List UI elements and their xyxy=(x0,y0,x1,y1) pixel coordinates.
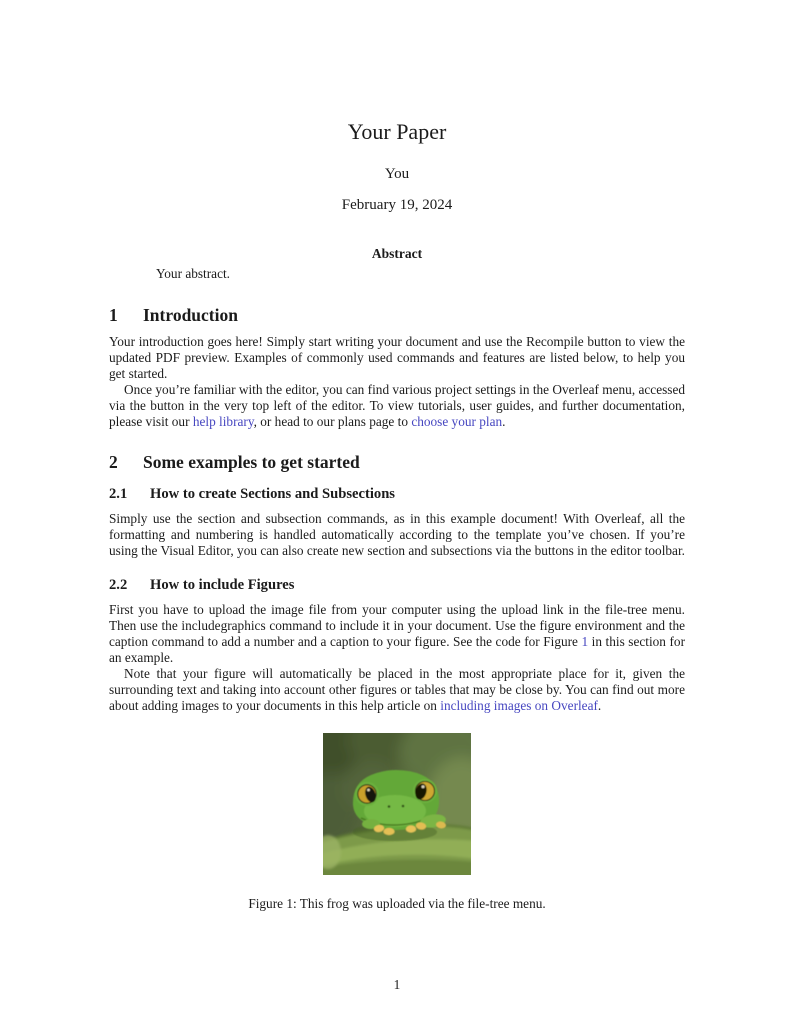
including-images-link[interactable]: including images on Overleaf xyxy=(440,697,598,713)
intro-paragraph-2-text: Once you’re familiar with the editor, you can find various project settings in the Overleaf menu, accessed via the button in the very top left of the editor. To view tutorials, user guides, and further documentation, please visit our xyxy=(109,381,685,429)
page-title: Your Paper xyxy=(347,119,447,144)
figure-1-reference-link[interactable]: 1 xyxy=(581,633,589,649)
section-1-heading xyxy=(109,305,685,326)
subsection-2-1-number: 2.1 xyxy=(109,486,128,503)
choose-your-plan-link[interactable]: choose your plan xyxy=(411,413,503,429)
subsection-2-1-title: How to create Sections and Subsections xyxy=(150,486,395,503)
intro-paragraph-2 xyxy=(109,382,685,430)
subsection-2-2-title: How to include Figures xyxy=(150,577,295,594)
figures-paragraph-2-text-2: . xyxy=(597,697,602,713)
intro-paragraph-2-text-2: , or head to our plans page to xyxy=(253,413,412,429)
date: February 19, 2024 xyxy=(341,197,453,213)
abstract-text: Your abstract. xyxy=(156,266,230,281)
subsection-2-1-heading xyxy=(109,485,685,503)
section-2-heading xyxy=(109,452,685,473)
figures-paragraph-1 xyxy=(109,602,685,666)
author: You xyxy=(384,166,410,182)
figures-paragraph-2 xyxy=(109,666,685,714)
frog-photo xyxy=(323,733,471,875)
subsection-2-2-heading xyxy=(109,576,685,594)
figure-1 xyxy=(109,733,685,912)
text-column xyxy=(109,119,685,912)
abstract-heading: Abstract xyxy=(371,246,423,261)
page-number: 1 xyxy=(393,977,401,992)
figure-caption: Figure 1: This frog was uploaded via the file-tree menu. xyxy=(248,895,546,911)
subsection-2-1-paragraph: Simply use the section and subsection commands, as in this example document! With Overleaf, all the formatting and numbering is handled automatically according to the template you’ve chosen. If you’re using the Visual Editor, you can also create new section and subsections via the buttons in the editor toolbar. xyxy=(109,511,685,559)
section-1-title: Introduction xyxy=(143,305,238,325)
subsection-2-2-number: 2.2 xyxy=(109,577,128,594)
figures-paragraph-2-text: Note that your figure will automatically be placed in the most appropriate place for it, given the surrounding text and taking into account other figures or tables that may be close by. You can find out more about adding images to your documents in this help article on xyxy=(109,665,685,713)
intro-paragraph-2-text-3: . xyxy=(502,413,506,429)
section-2-title: Some examples to get started xyxy=(143,452,360,473)
section-1-number: 1 xyxy=(109,305,118,325)
intro-paragraph-1: Your introduction goes here! Simply start writing your document and use the Recompile button to view the updated PDF preview. Examples of commonly used commands and features are listed below, to help you get started. xyxy=(109,334,685,381)
section-2-number: 2 xyxy=(109,452,118,473)
figures-paragraph-1-text: First you have to upload the image file from your computer using the upload link in the file-tree menu. Then use the includegraphics command to include it in your document. Use the figure environment and the caption command to add a number and a caption to your figure. See the code for Figure xyxy=(109,602,685,649)
help-library-link[interactable]: help library xyxy=(192,413,254,429)
figures-paragraph-1-text-2: in this section for an example. xyxy=(109,633,685,665)
